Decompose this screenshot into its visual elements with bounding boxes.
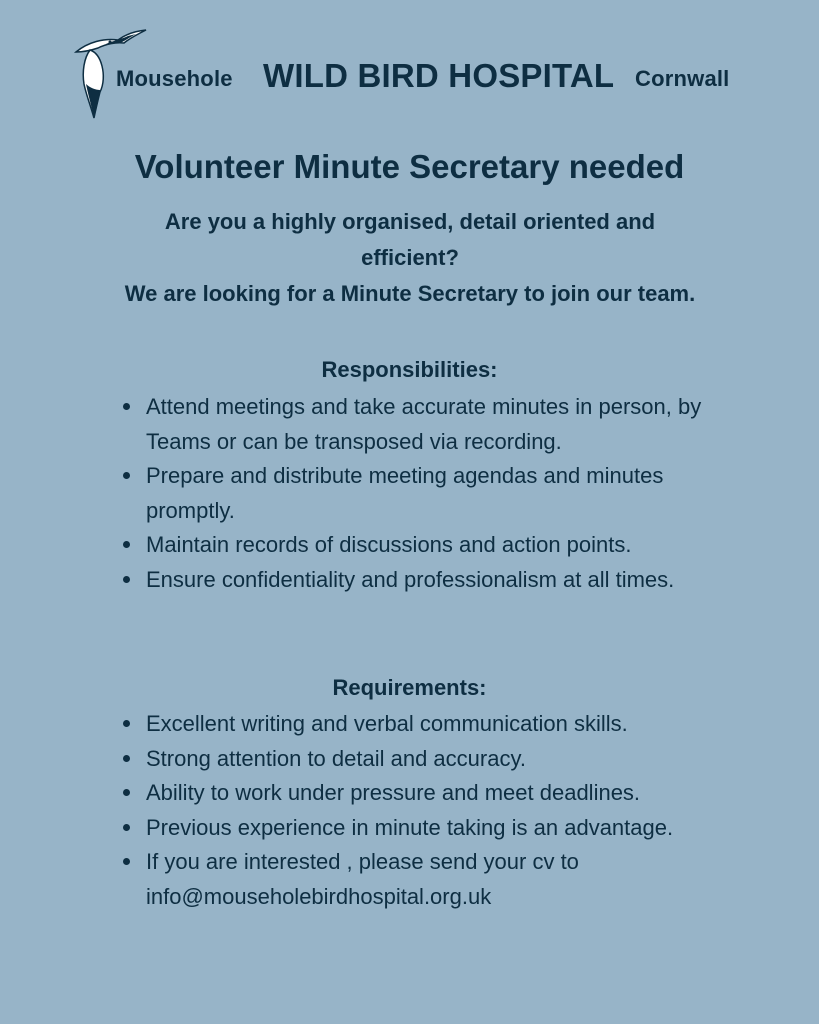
intro-text: [80, 204, 740, 312]
bullet-icon: [123, 824, 130, 831]
list-item-text: Ensure confidentiality and professionalism at all times.: [146, 566, 675, 592]
bullet-icon: [123, 576, 130, 583]
list-item-text: Excellent writing and verbal communication skills.: [146, 711, 628, 736]
bullet-icon: [123, 403, 130, 410]
list-item: [123, 707, 723, 742]
list-item: [123, 811, 723, 846]
brand-cornwall: Cornwall: [635, 66, 730, 91]
list-item-text: Attend meetings and take accurate minutes in person, by Teams or can be transposed via recording.: [146, 394, 702, 454]
bullet-icon: [123, 541, 130, 548]
intro-line-3: We are looking for a Minute Secretary to join our team.: [124, 281, 696, 306]
header: [70, 28, 770, 123]
list-item: [123, 390, 723, 459]
requirements-heading: Requirements:: [332, 675, 487, 700]
list-item: [123, 459, 723, 528]
bullet-icon: [123, 472, 130, 479]
brand-mousehole: Mousehole: [116, 66, 233, 91]
bullet-icon: [123, 858, 130, 865]
requirements-list: [123, 707, 723, 914]
list-item-text: Strong attention to detail and accuracy.: [146, 745, 526, 771]
brand-wild-bird-hospital: WILD BIRD HOSPITAL: [263, 57, 615, 94]
bullet-icon: [123, 789, 130, 796]
page-title: Volunteer Minute Secretary needed: [134, 148, 685, 185]
intro-line-1: Are you a highly organised, detail oriented and: [164, 209, 656, 234]
list-item: [123, 845, 723, 914]
list-item-text: Prepare and distribute meeting agendas and minutes promptly.: [146, 463, 664, 523]
list-item: [123, 776, 723, 811]
responsibilities-list: [123, 390, 723, 597]
bullet-icon: [123, 755, 130, 762]
bullet-icon: [123, 720, 130, 727]
intro-line-2: efficient?: [361, 245, 459, 270]
list-item: [123, 742, 723, 777]
list-item-text: Previous experience in minute taking is an advantage.: [146, 814, 674, 840]
list-item: [123, 528, 723, 563]
list-item-text: Maintain records of discussions and action points.: [146, 532, 632, 557]
list-item-text: Ability to work under pressure and meet deadlines.: [146, 780, 641, 805]
list-item-text: If you are interested , please send your cv to info@mouseholebirdhospital.org.uk: [146, 849, 579, 909]
responsibilities-heading: Responsibilities:: [321, 357, 498, 382]
list-item: [123, 563, 723, 598]
